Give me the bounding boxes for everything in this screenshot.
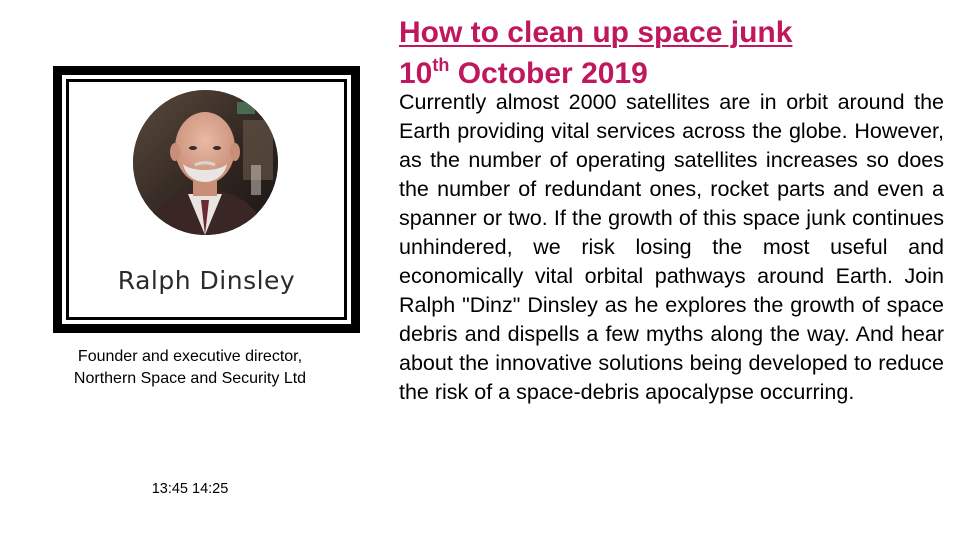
photo-frame-outer — [62, 75, 351, 324]
talk-abstract: Currently almost 2000 satellites are in orbit around the Earth providing vital services across the globe. However, as the number of operating satellites increases so does the number of redundant ones, rocket parts and even a spanner or two. If the growth of this space junk continues unhindered, we risk losing the most useful and economically vital orbital pathways around Earth. Join Ralph "Dinz" Dinsley as he explores the growth of space debris and dispells a few myths along the way. And hear about the innovative solutions being developed to reduce the risk of a space-debris apocalypse occurring. — [399, 90, 944, 404]
talk-title: How to clean up space junk — [399, 16, 793, 49]
talk-date-month-year: October 2019 — [449, 57, 648, 90]
time-slot: 13:45 14:25 — [151, 481, 229, 497]
speaker-role-title: Founder and executive director, — [77, 348, 303, 365]
speaker-photo-card — [53, 66, 360, 333]
portrait-illustration — [133, 90, 278, 235]
talk-date — [399, 57, 648, 91]
speaker-role — [60, 346, 320, 390]
speaker-portrait — [133, 90, 278, 235]
photo-frame-middle — [66, 79, 347, 320]
talk-date-suffix: th — [432, 55, 450, 75]
speaker-organisation: Northern Space and Security Ltd — [73, 370, 307, 387]
talk-date-day: 10 — [399, 57, 433, 90]
speaker-name-tag: Ralph Dinsley — [117, 266, 296, 295]
photo-frame-inner — [69, 82, 344, 317]
